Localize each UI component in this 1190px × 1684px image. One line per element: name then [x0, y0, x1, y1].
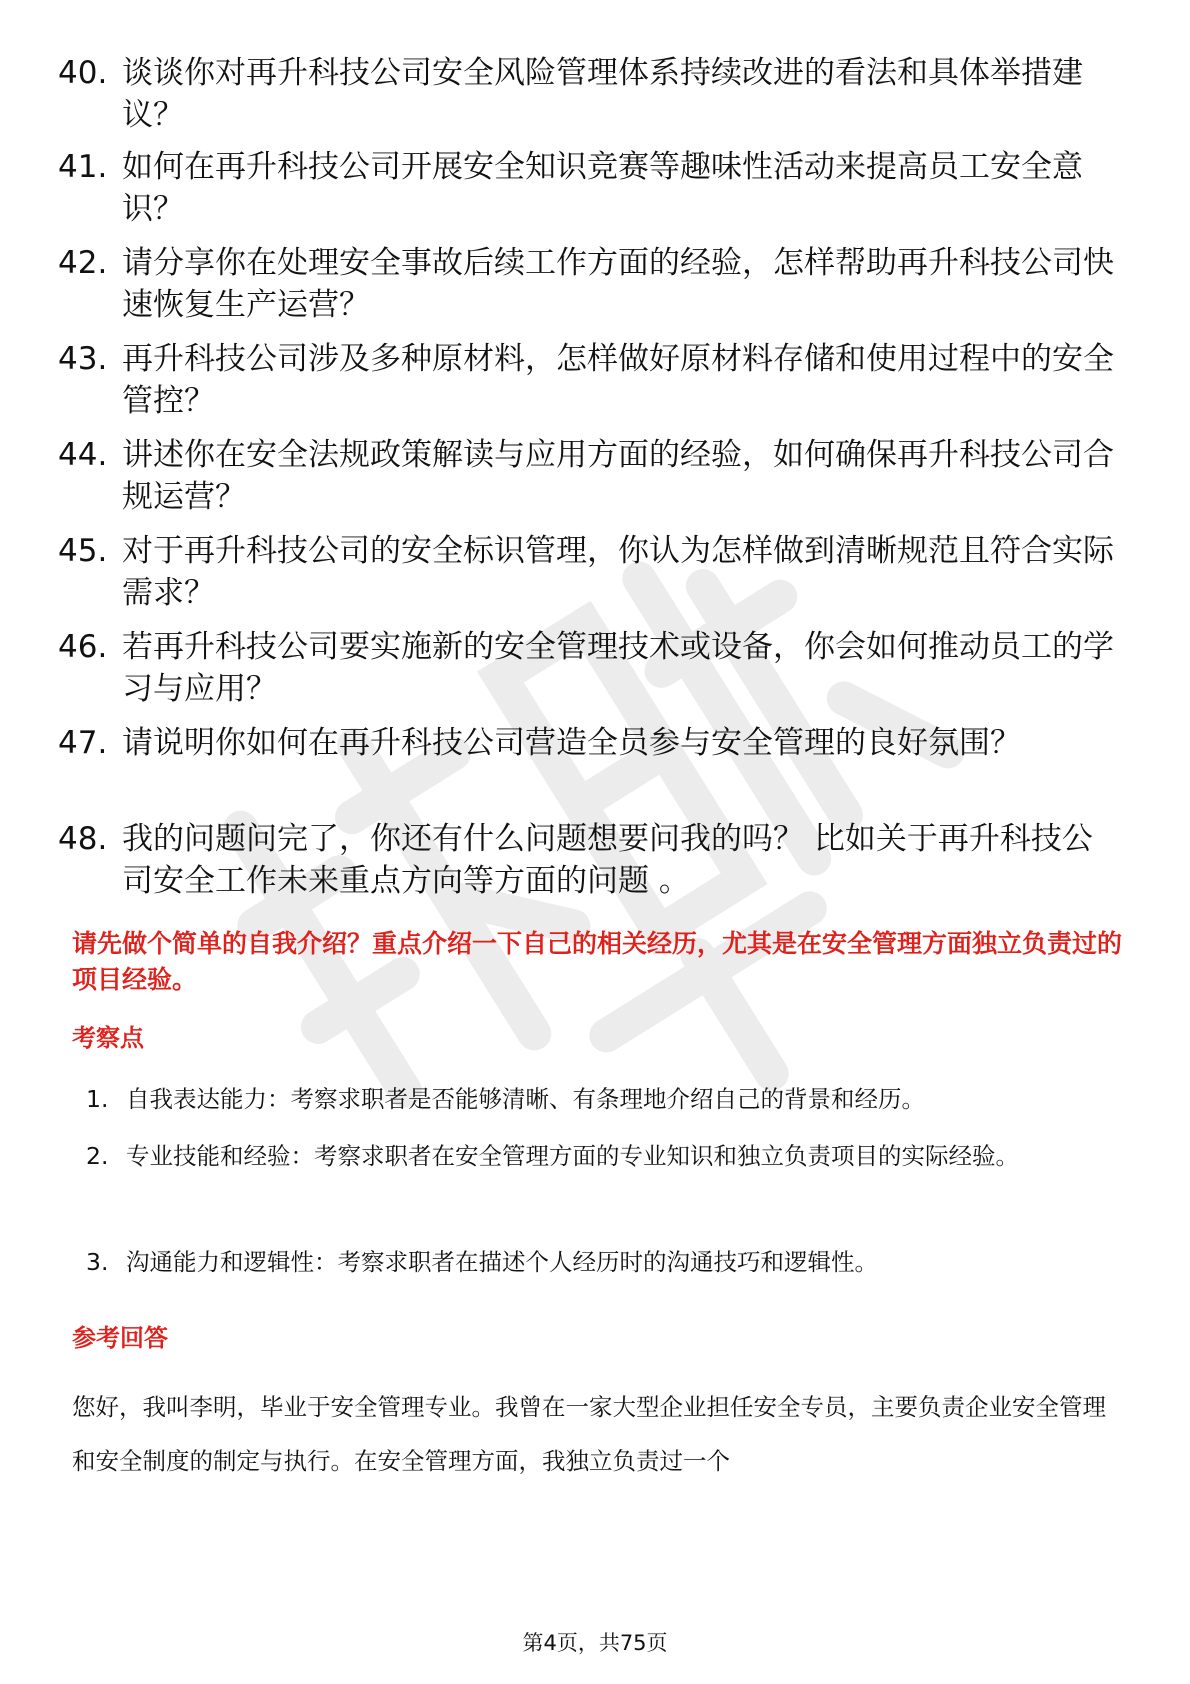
- question-number: 46.: [58, 629, 108, 665]
- question-text: 请说明你如何在再升科技公司营造全员参与安全管理的良好氛围？: [122, 725, 1021, 761]
- question-number: 45.: [58, 533, 108, 569]
- assessment-point: [86, 1239, 1116, 1286]
- point-text: 沟通能力和逻辑性：考察求职者在描述个人经历时的沟通技巧和逻辑性。: [126, 1248, 878, 1276]
- question-text: 谈谈你对再升科技公司安全风险管理体系持续改进的看法和具体举措建议？: [122, 55, 1083, 133]
- question-text: 再升科技公司涉及多种原材料，怎样做好原材料存储和使用过程中的安全管控？: [122, 341, 1114, 419]
- point-number: 1.: [86, 1085, 109, 1113]
- point-number: 3.: [86, 1248, 109, 1276]
- question-text: 对于再升科技公司的安全标识管理，你认为怎样做到清晰规范且符合实际需求？: [122, 533, 1114, 611]
- reference-label: 参考回答: [72, 1324, 168, 1352]
- question-item: [58, 52, 1118, 136]
- reference-answer: 您好，我叫李明，毕业于安全管理专业。我曾在一家大型企业担任安全专员，主要负责企业安全管理和安全制度的制定与执行。在安全管理方面，我独立负责过一个: [72, 1393, 1106, 1475]
- question-number: 48.: [58, 821, 108, 857]
- question-item: [58, 242, 1118, 326]
- highlight-question: 请先做个简单的自我介绍？重点介绍一下自己的相关经历，尤其是在安全管理方面独立负责过的项目经验。: [72, 929, 1123, 994]
- point-text: 专业技能和经验：考察求职者在安全管理方面的专业知识和独立负责项目的实际经验。: [126, 1142, 1019, 1170]
- point-text: 自我表达能力：考察求职者是否能够清晰、有条理地介绍自己的背景和经历。: [126, 1085, 925, 1113]
- question-item: [58, 818, 1118, 902]
- question-number: 41.: [58, 149, 108, 185]
- point-number: 2.: [86, 1142, 109, 1170]
- question-text: 若再升科技公司要实施新的安全管理技术或设备，你会如何推动员工的学习与应用？: [122, 629, 1114, 707]
- assessment-label: 考察点: [72, 1024, 144, 1052]
- assessment-point: [86, 1076, 1116, 1123]
- question-item: [58, 722, 1118, 764]
- question-item: [58, 434, 1118, 518]
- watermark: [150, 420, 1050, 1140]
- question-number: 43.: [58, 341, 108, 377]
- question-number: 40.: [58, 55, 108, 91]
- question-text: 请分享你在处理安全事故后续工作方面的经验，怎样帮助再升科技公司快速恢复生产运营？: [122, 245, 1114, 323]
- question-text: 我的问题问完了，你还有什么问题想要问我的吗？ 比如关于再升科技公司安全工作未来重点方向等方面的问题 。: [122, 821, 1093, 899]
- page-number: 第4页，共75页: [522, 1631, 668, 1655]
- question-number: 44.: [58, 437, 108, 473]
- question-text: 讲述你在安全法规政策解读与应用方面的经验，如何确保再升科技公司合规运营？: [122, 437, 1114, 515]
- question-item: [58, 338, 1118, 422]
- question-text: 如何在再升科技公司开展安全知识竞赛等趣味性活动来提高员工安全意识？: [122, 149, 1083, 227]
- assessment-point: [86, 1133, 1116, 1180]
- question-item: [58, 626, 1118, 710]
- question-number: 42.: [58, 245, 108, 281]
- question-item: [58, 530, 1118, 614]
- question-number: 47.: [58, 725, 108, 761]
- question-item: [58, 146, 1118, 230]
